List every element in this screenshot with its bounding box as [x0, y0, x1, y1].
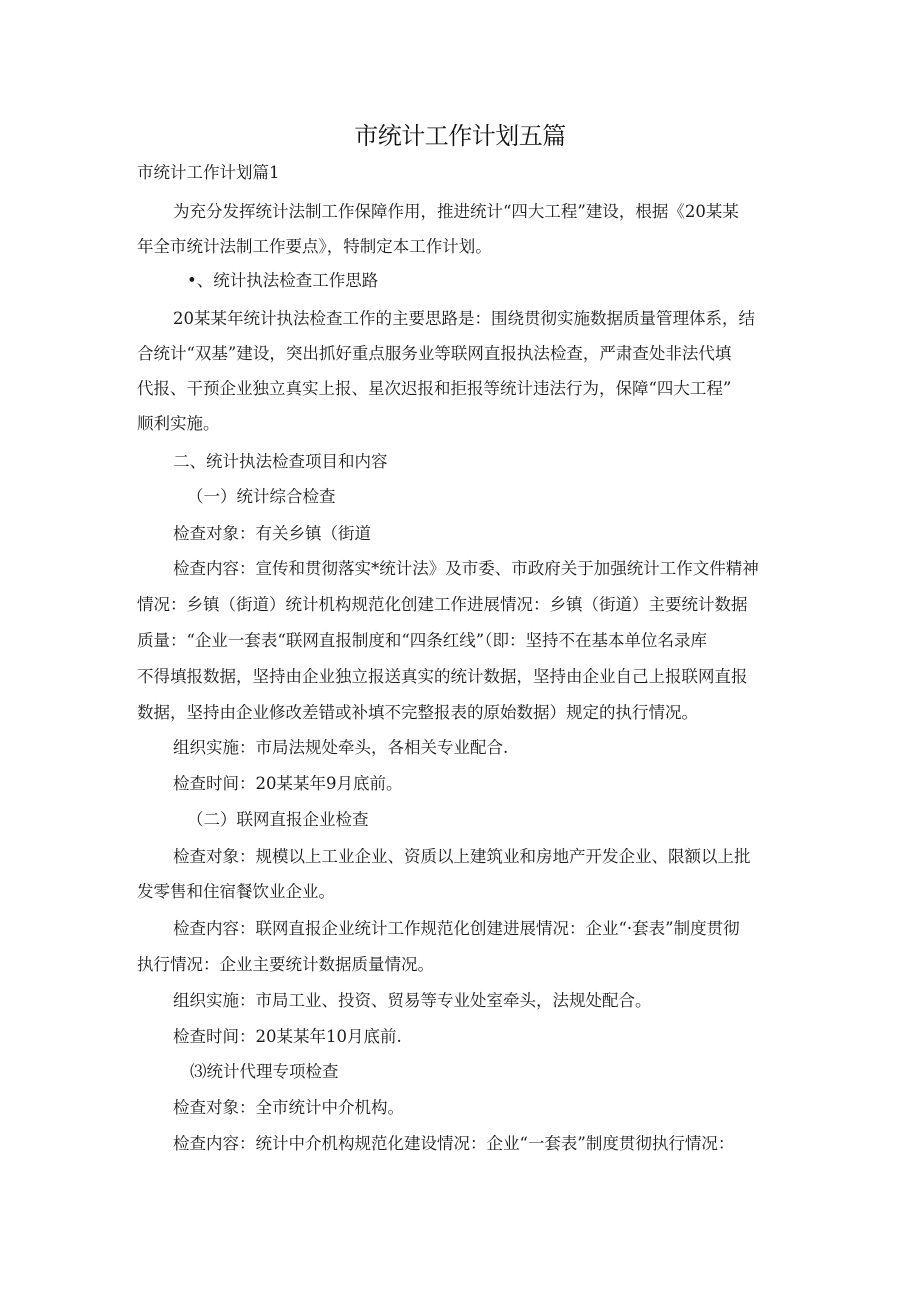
paragraph-line: 执行情况：企业主要统计数据质量情况。 [137, 955, 434, 974]
paragraph-line: 组织实施：市局工业、投资、贸易等专业处室牵头，法规处配合。 [173, 991, 652, 1010]
paragraph-line: 质量：“企业一套表“联网直报制度和“四条红线”（即：坚持不在基本单位名录库 [137, 631, 707, 650]
section-heading: 二、统计执法检查项目和内容 [173, 452, 388, 471]
paragraph-line: 检查时间：20某某年10月底前. [173, 1027, 402, 1046]
paragraph-line: 检查内容：宣传和贯彻落实*统计法》及市委、市政府关于加强统计工作文件精神 [173, 559, 759, 578]
paragraph-line: 检查对象：有关乡镇（街道 [173, 524, 371, 543]
paragraph-line: 顺利实施。 [137, 414, 220, 433]
subsection-heading: （二）联网直报企业检查 [187, 810, 369, 829]
paragraph-line: 代报、干预企业独立真实上报、星次迟报和拒报等统计违法行为，保障“四大工程” [137, 379, 732, 398]
paragraph-line: 年全市统计法制工作要点》，特制定本工作计划。 [137, 237, 492, 256]
paragraph-line: 20某某年统计执法检查工作的主要思路是：围绕贯彻实施数据质量管理体系，结 [173, 309, 755, 328]
paragraph-line: 组织实施：市局法规处牵头，各相关专业配合. [173, 738, 509, 757]
subsection-heading: ⑶统计代理专项检查 [190, 1062, 339, 1081]
section-heading: 市统计工作计划篇1 [137, 163, 280, 182]
paragraph-line: 情况：乡镇（街道）统计机构规范化创建工作进展情况：乡镇（街道）主要统计数据 [137, 595, 748, 614]
paragraph-line: 合统计“双基”建设，突出抓好重点服务业等联网直报执法检查，严肃查处非法代填 [137, 344, 732, 363]
paragraph-line: 检查时间：20某某年9月底前。 [173, 774, 403, 793]
paragraph-line: 检查对象：全市统计中介机构。 [173, 1098, 404, 1117]
paragraph-line: 检查内容：统计中介机构规范化建设情况：企业“一套表”制度贯彻执行情况： [173, 1134, 735, 1153]
paragraph-line: 为充分发挥统计法制工作保障作用，推进统计“四大工程”建设，根据《20某某 [173, 202, 739, 221]
paragraph-line: 发零售和住宿餐饮业企业。 [137, 882, 335, 901]
document-title: 市统计工作计划五篇 [354, 122, 566, 150]
paragraph-line: 数据，坚持由企业修改差错或补填不完整报表的原始数据）规定的执行情况。 [137, 703, 698, 722]
paragraph-line: 检查对象：规模以上工业企业、资质以上建筑业和房地产开发企业、限额以上批 [173, 847, 751, 866]
paragraph-line: 不得填报数据，坚持由企业独立报送真实的统计数据，坚持由企业自己上报联网直报 [137, 667, 748, 686]
section-heading: •、统计执法检查工作思路 [187, 271, 379, 290]
paragraph-line: 检查内容：联网直报企业统计工作规范化创建进展情况：企业“·套表”制度贯彻 [173, 919, 740, 938]
subsection-heading: （一）统计综合检查 [187, 487, 336, 506]
